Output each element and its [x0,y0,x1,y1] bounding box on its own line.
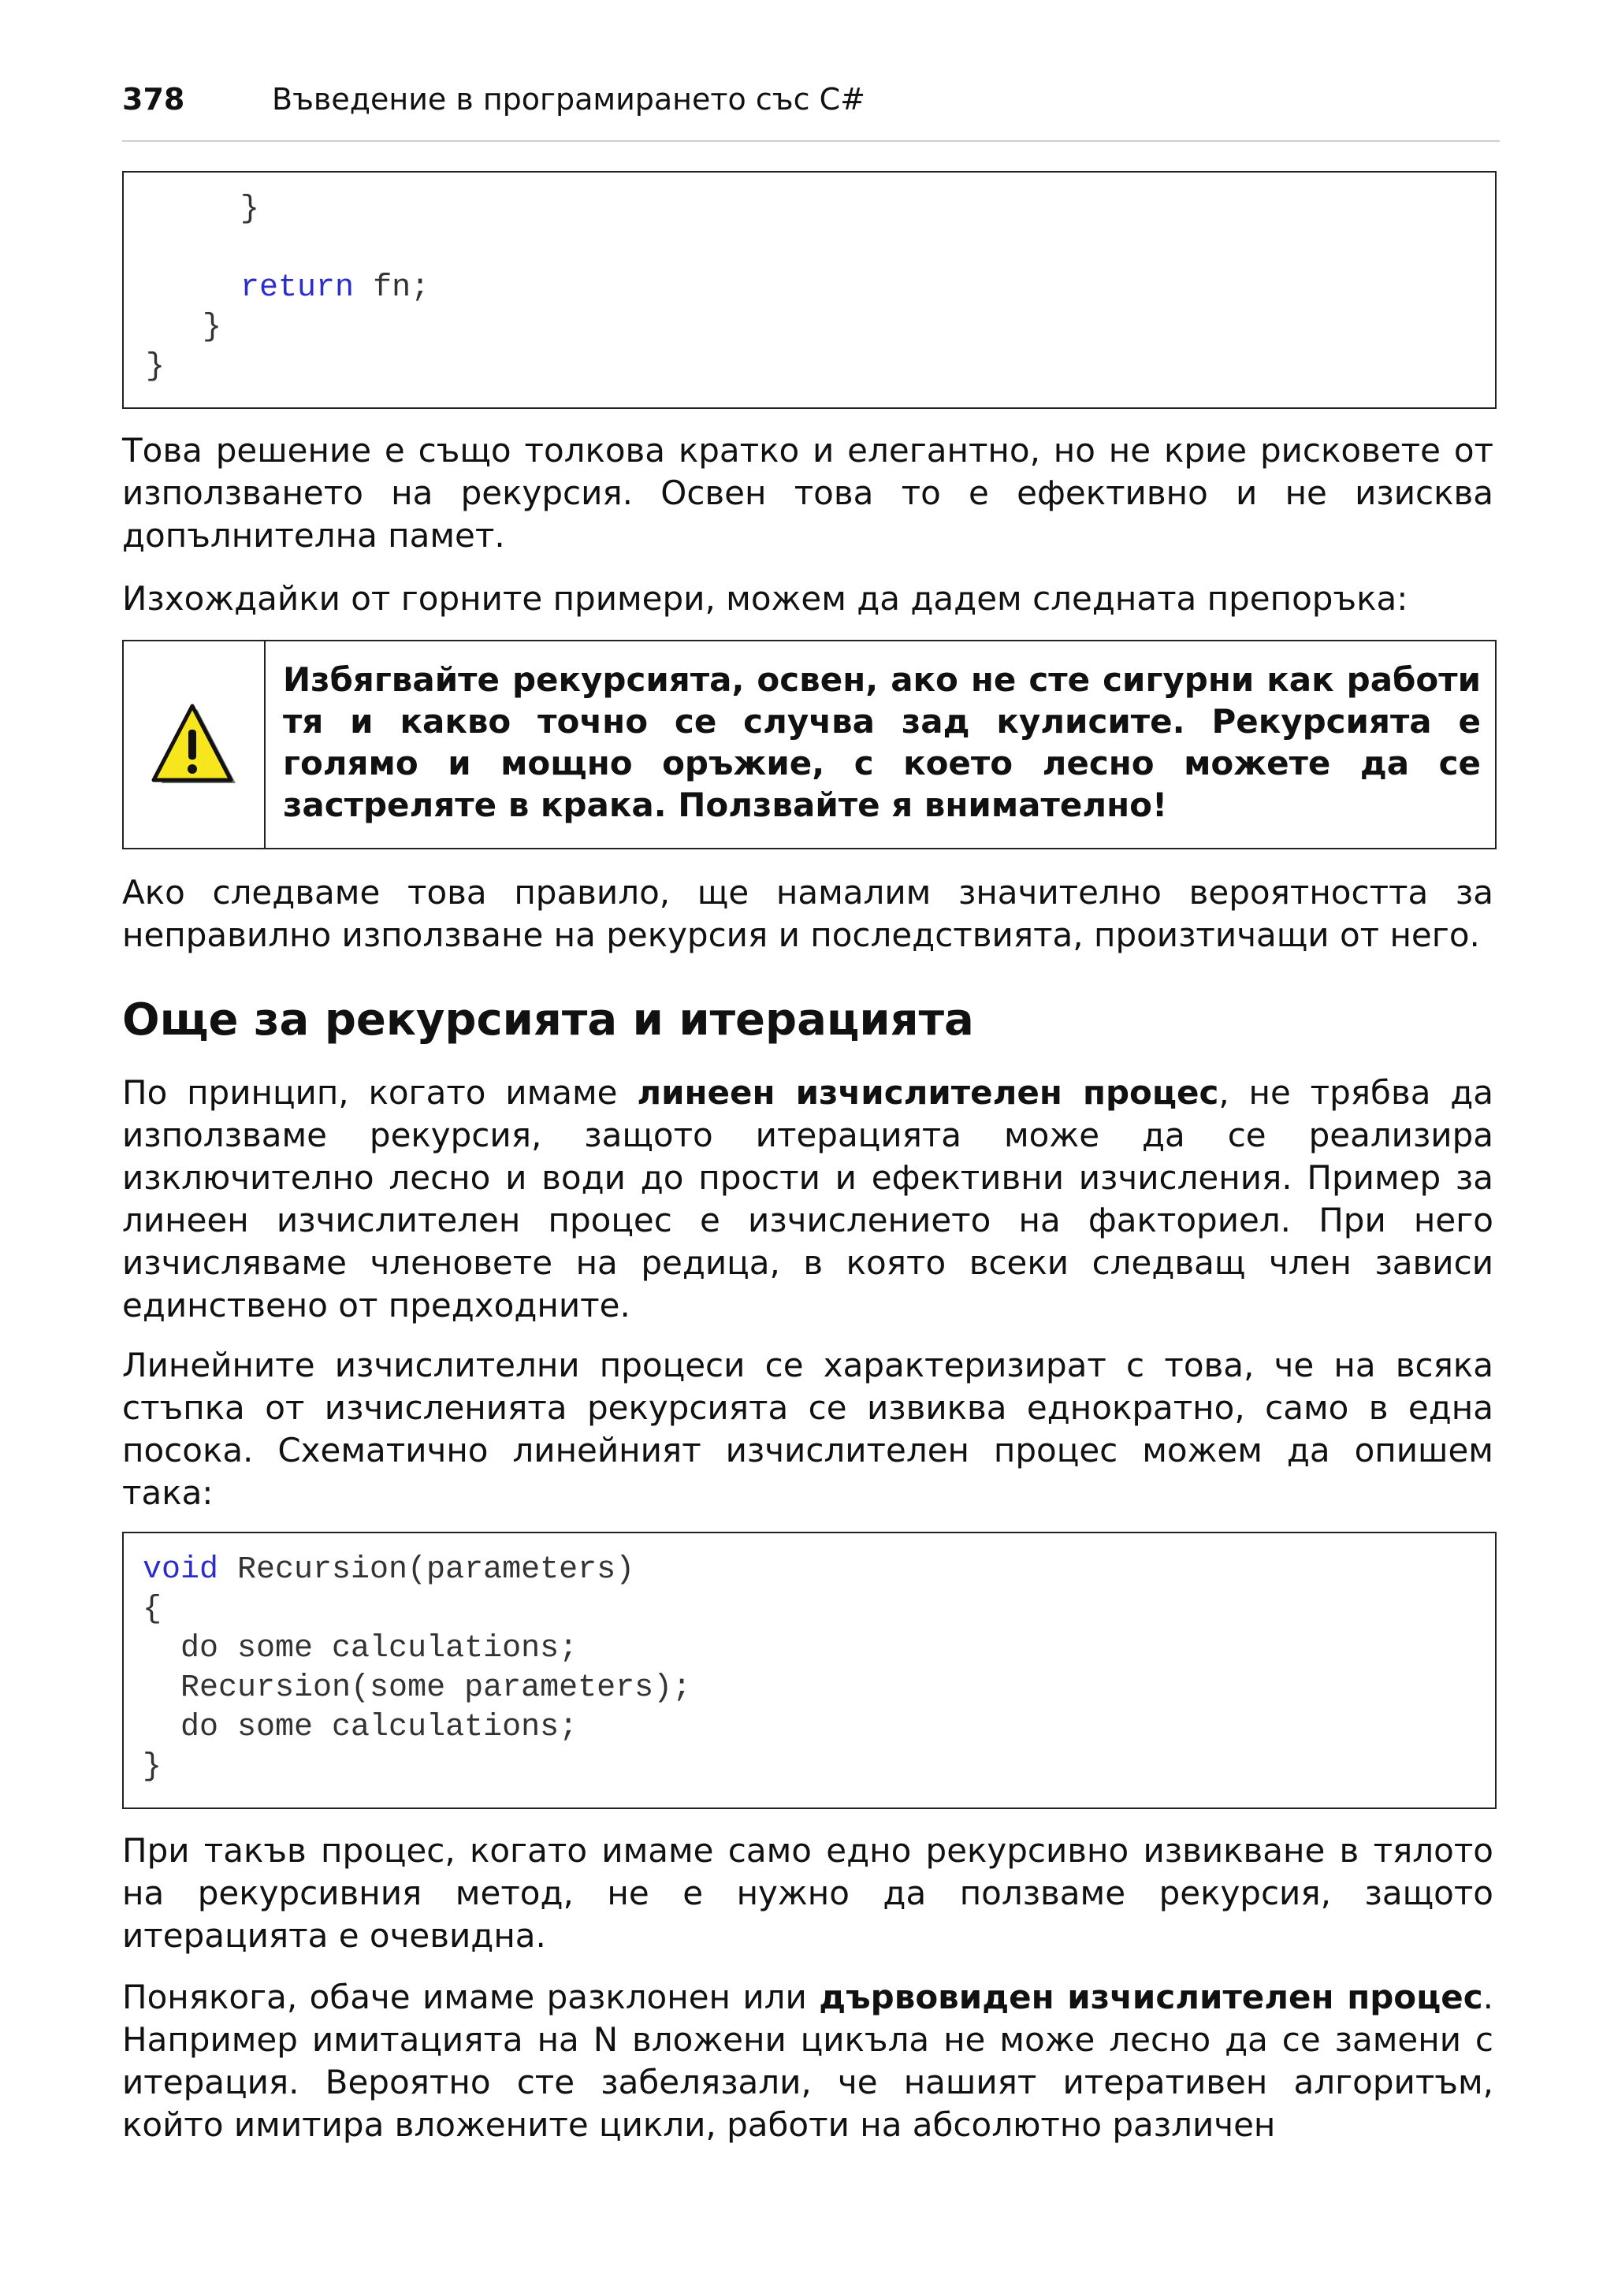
section-heading: Още за рекурсията и итерацията [122,994,974,1046]
paragraph-recommendation-intro: Изхождайки от горните примери, можем да дадем следната препоръка: [122,579,1408,618]
code-line: void Recursion(parameters) [143,1552,635,1588]
code-line: } [146,349,165,385]
page-header [122,82,1500,142]
warning-triangle-icon [149,703,239,789]
page-number: 378 [122,82,185,117]
paragraph-single-call: При такъв процес, когато имаме само едно рекурсивно извикване в тялото на рекурсивния метод, не е нужно да ползваме рекурсия, защото итерацията е очевидна. [122,1831,1493,1955]
paragraph-linear-characteristics: Линейните изчислителни процеси се характеризират с това, че на всяка стъпка от изчисленията рекурсията се извиква еднократно, само в една посока. Схематично линейният изчислителен процес можем да опишем така: [122,1346,1493,1512]
code-line: } [203,310,222,345]
warning-text: Избягвайте рекурсията, освен, ако не сте сигурни как работи тя и какво точно се случва зад кулисите. Рекурсията е голямо и мощно оръжие, с което лесно можете да се застреляте в крака. Ползвайте я внимателно! [283,660,1481,824]
code-line: } [240,191,260,227]
running-title: Въведение в програмирането със C# [272,82,865,117]
code-line [146,229,430,269]
code-block-1 [122,171,1497,409]
paragraph-linear-process: По принцип, когато имаме линеен изчислителен процес, не трябва да използваме рекурсия, защото итерацията може да се реализира изключително лесно и води до прости и ефективни изчисления. Пример за линеен изчислителен процес е изчислението на факториел. При него изчисляваме членовете на редица, в която всеки следващ член зависи единствено от предходните. [122,1073,1494,1324]
code-line: return fn; [240,270,430,306]
code-line: do some calculations; [180,1710,578,1745]
warning-box [122,640,1497,849]
code-block-2 [122,1532,1497,1809]
code-line: Recursion(some parameters); [180,1670,692,1706]
paragraph-tree-process: Понякога, обаче имаме разклонен или дървовиден изчислителен процес. Например имитацията на N вложени цикъла не може лесно да се замени с итерация. Вероятно сте забелязали, че нашият итеративен алгоритъм, който имитира вложените цикли, работи на абсолютно различен [122,1978,1494,2144]
paragraph-solution: Това решение е също толкова кратко и елегантно, но не крие рисковете от използването на рекурсия. Освен това то е ефективно и не изисква допълнителна памет. [122,431,1493,555]
paragraph-rule: Ако следваме това правило, ще намалим значително вероятността за неправилно използване на рекурсия и последствията, произтичащи от него. [122,873,1493,954]
code-line: { [143,1592,162,1627]
code-line: } [143,1749,162,1785]
code-line: do some calculations; [180,1631,578,1666]
warning-icon-cell [124,641,266,848]
